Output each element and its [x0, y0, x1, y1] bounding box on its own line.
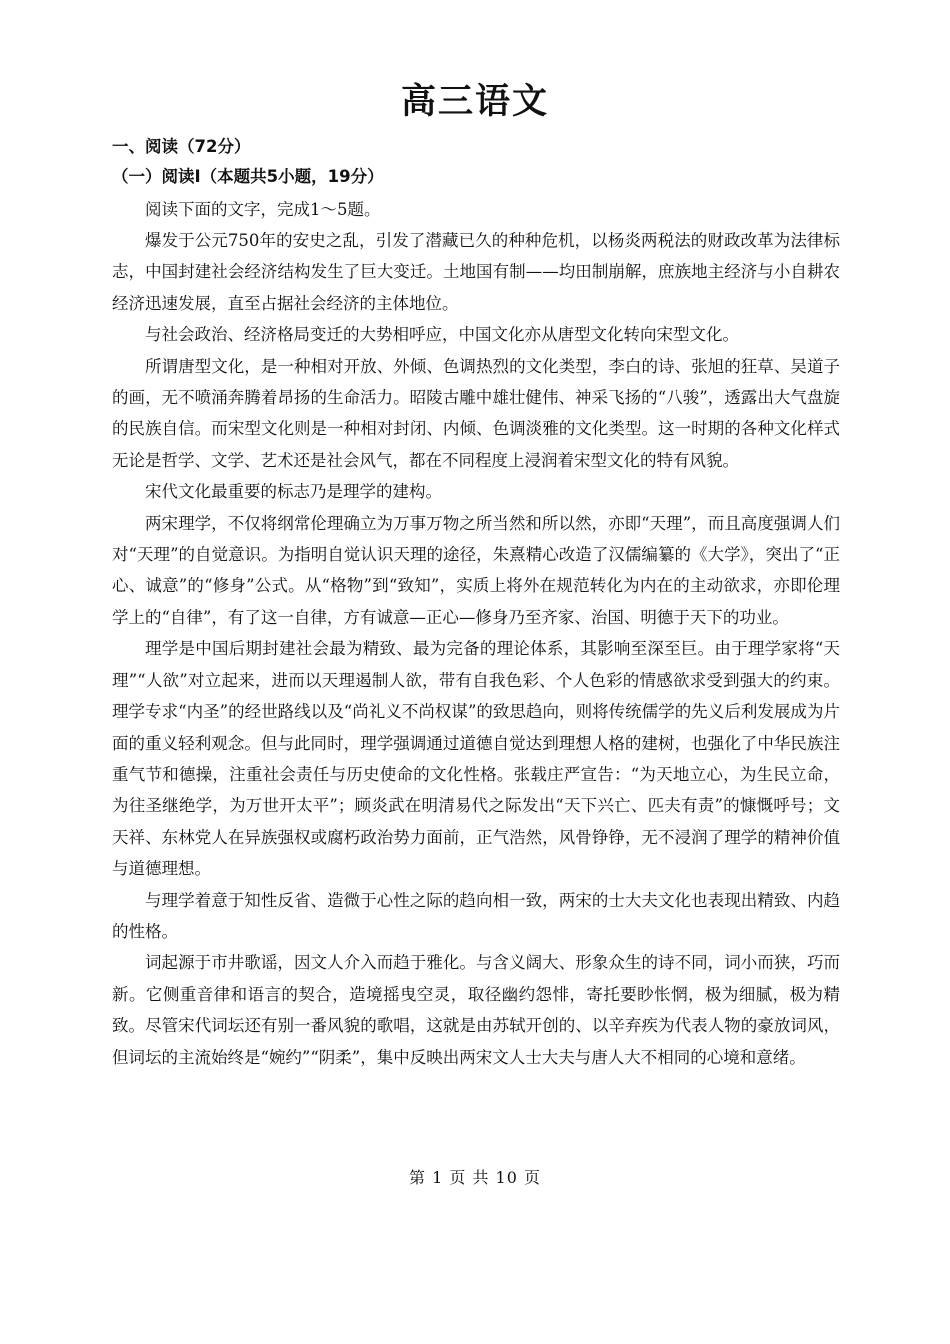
paragraph: 词起源于市井歌谣，因文人介入而趋于雅化。与含义阔大、形象众生的诗不同，词小而狭，巧而新。它侧重音律和语言的契合，造境摇曳空灵，取径幽约怨悱，寄托要眇怅惘，极为细腻，极为精致。尽管宋代词坛还有别一番风貌的歌唱，这就是由苏轼开创的、以辛弃疾为代表人物的豪放词风，但词坛的主流始终是“婉约”“阴柔”，集中反映出两宋文人士大夫与唐人大不相同的心境和意绪。: [112, 953, 840, 1067]
page-number: 第 1 页 共 10 页: [409, 1168, 541, 1187]
paragraph: 爆发于公元750年的安史之乱，引发了潜藏已久的种种危机，以杨炎两税法的财政改革为法律标志，中国封建社会经济结构发生了巨大变迁。土地国有制——均田制崩解，庶族地主经济与小自耕农经济迅速发展，直至占据社会经济的主体地位。: [112, 231, 840, 313]
paragraph: 宋代文化最重要的标志乃是理学的建构。: [145, 482, 442, 502]
subsection-heading: （一）阅读I（本题共5小题，19分）: [112, 167, 384, 186]
content-body: [112, 132, 840, 1073]
paragraph: 所谓唐型文化，是一种相对开放、外倾、色调热烈的文化类型，李白的诗、张旭的狂草、吴道子的画，无不喷涌奔腾着昂扬的生命活力。昭陵古雕中雄壮健伟、神采飞扬的“八骏”，透露出大气盘旋的民族自信。而宋型文化则是一种相对封闭、内倾、色调淡雅的文化类型。这一时期的各种文化样式无论是哲学、文学、艺术还是社会风气，都在不同程度上浸润着宋型文化的特有风貌。: [112, 356, 840, 470]
section-heading: 一、阅读（72分）: [112, 137, 251, 156]
paragraph: 两宋理学，不仅将纲常伦理确立为万事万物之所当然和所以然，亦即“天理”，而且高度强调人们对“天理”的自觉意识。为指明自觉认识天理的途径，朱熹精心改造了汉儒编纂的《大学》，突出了“正心、诚意”的“修身”公式。从“格物”到“致知”，实质上将外在规范转化为内在的主动欲求，亦即伦理学上的“自律”，有了这一自律，方有诚意—正心—修身乃至齐家、治国、明德于天下的功业。: [112, 513, 840, 627]
page-title: 高三语文: [400, 82, 549, 122]
paragraph: 与社会政治、经济格局变迁的大势相呼应，中国文化亦从唐型文化转向宋型文化。: [145, 325, 739, 345]
paragraph: 与理学着意于知性反省、造微于心性之际的趋向相一致，两宋的士大夫文化也表现出精致、内趋的性格。: [112, 890, 840, 941]
instruction-text: 阅读下面的文字，完成1～5题。: [145, 200, 381, 219]
paragraph: 理学是中国后期封建社会最为精致、最为完备的理论体系，其影响至深至巨。由于理学家将“天理”“人欲”对立起来，进而以天理遏制人欲，带有自我色彩、个人色彩的情感欲求受到强大的约束。理学专求“内圣”的经世路线以及“尚礼义不尚权谋”的致思趋向，则将传统儒学的先义后利发展成为片面的重义轻利观念。但与此同时，理学强调通过道德自觉达到理想人格的建树，也强化了中华民族注重气节和德操，注重社会责任与历史使命的文化性格。张载庄严宣告：“为天地立心，为生民立命，为往圣继绝学，为万世开太平”；顾炎武在明清易代之际发出“天下兴亡、匹夫有责”的慷慨呼号；文天祥、东林党人在异族强权或腐朽政治势力面前，正气浩然，风骨铮铮，无不浸润了理学的精神价值与道德理想。: [112, 639, 840, 879]
